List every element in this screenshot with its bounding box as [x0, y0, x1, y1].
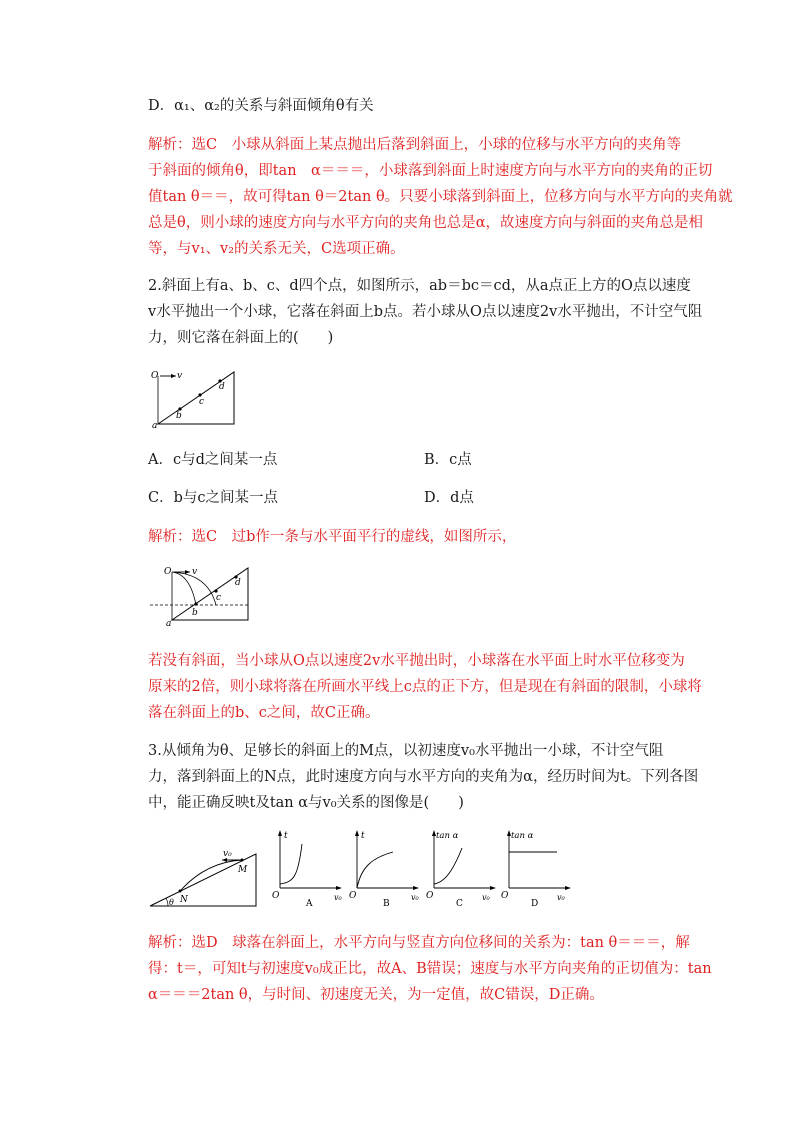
graph-c: [422, 828, 504, 910]
q2-solution-line-2: 若没有斜面，当小球从O点以速度2v水平抛出时，小球落在水平面上时水平位移变为: [148, 653, 685, 669]
q2-option-d: D．d点: [424, 490, 474, 506]
label-c: c: [199, 397, 205, 407]
q1-solution-line-4: 总是θ，则小球的速度方向与水平方向的夹角也总是α，故速度方向与斜面的夹角总是相: [148, 215, 704, 231]
label-o-2: O: [164, 567, 172, 577]
graph-b-origin: O: [349, 891, 357, 901]
q3-incline-figure: [146, 846, 262, 910]
graph-d-xlabel: v₀: [557, 893, 565, 902]
label-b: b: [176, 411, 182, 421]
q2-solution-figure: [150, 562, 256, 628]
q2-option-c: C．b与c之间某一点: [148, 490, 278, 506]
label-theta: θ: [169, 898, 174, 907]
q1-solution-line-3: 值tan θ＝＝，故可得tan θ＝2tan θ。只要小球落到斜面上，位移方向与水平方向的夹角就: [148, 189, 733, 205]
q2-stem-line-2: v水平抛出一个小球，它落在斜面上b点。若小球从O点以速度2v水平抛出，不计空气阻: [148, 304, 703, 320]
graph-d-origin: O: [501, 891, 509, 901]
q3-stem-line-2: 力，落到斜面上的N点，此时速度方向与水平方向的夹角为α，经历时间为t。下列各图: [148, 769, 699, 785]
graph-d-caption: D: [531, 899, 539, 909]
label-n: N: [180, 895, 188, 905]
graph-c-caption: C: [456, 899, 463, 909]
q2-option-b: B．c点: [424, 452, 472, 468]
graph-b-ylabel: t: [361, 831, 365, 841]
graph-d-ylabel: tan α: [511, 831, 534, 841]
label-b-2: b: [192, 608, 198, 618]
graph-a-ylabel: t: [284, 831, 288, 841]
label-a-2: a: [166, 619, 172, 628]
graph-a-origin: O: [272, 891, 280, 901]
graph-b-caption: B: [383, 899, 390, 909]
q1-solution-line-2: 于斜面的倾角θ，即tan α＝＝＝，小球落到斜面上时速度方向与水平方向的夹角的正切: [148, 163, 713, 179]
q2-solution-line-3: 原来的2倍，则小球将落在所画水平线上c点的正下方，但是现在有斜面的限制，小球将: [148, 679, 702, 695]
curve-b: [357, 852, 393, 888]
graph-b-xlabel: v₀: [411, 893, 419, 902]
graph-d: [497, 828, 579, 910]
label-o: O: [151, 371, 159, 381]
q3-solution-line-2: 得：t＝，可知t与初速度v₀成正比，故A、B错误；速度与水平方向夹角的正切值为：tan: [148, 961, 712, 977]
q3-solution-line-3: α＝＝＝2tan θ，与时间、初速度无关，为一定值，故C错误，D正确。: [148, 987, 604, 1003]
q1-solution-line-1: 解析：选C 小球从斜面上某点抛出后落到斜面上，小球的位移与水平方向的夹角等: [148, 137, 682, 153]
label-v-2: v: [192, 567, 198, 577]
graph-a-xlabel: v₀: [334, 893, 342, 902]
label-v: v: [177, 371, 183, 381]
q2-incline-figure: [150, 364, 242, 430]
label-d-2: d: [235, 578, 241, 588]
q1-option-d: D．α₁、α₂的关系与斜面倾角θ有关: [148, 98, 374, 114]
graph-c-origin: O: [426, 891, 434, 901]
q2-stem-line-3: 力，则它落在斜面上的( ): [148, 330, 334, 346]
graph-b: [345, 828, 427, 910]
label-m: M: [238, 865, 248, 875]
q2-stem-line-1: 2.斜面上有a、b、c、d四个点，如图所示，ab＝bc＝cd，从a点正上方的O点以速度: [148, 278, 691, 294]
q3-solution-line-1: 解析：选D 球落在斜面上，水平方向与竖直方向位移间的关系为：tan θ＝＝＝，解: [148, 935, 690, 951]
label-c-2: c: [216, 593, 222, 603]
graph-a: [268, 828, 350, 910]
q2-option-a: A．c与d之间某一点: [148, 452, 278, 468]
label-d: d: [219, 382, 225, 392]
curve-a: [280, 844, 302, 884]
q2-solution-intro: 解析：选C 过b作一条与水平面平行的虚线，如图所示，: [148, 529, 517, 545]
graph-a-caption: A: [306, 899, 313, 909]
q1-solution-line-5: 等，与v₁、v₂的关系无关，C选项正确。: [148, 241, 405, 257]
curve-c: [434, 848, 462, 884]
label-v0: v₀: [223, 849, 232, 859]
label-a: a: [152, 421, 158, 430]
graph-c-xlabel: v₀: [482, 893, 490, 902]
q3-stem-line-1: 3.从倾角为θ、足够长的斜面上的M点，以初速度v₀水平抛出一小球，不计空气阻: [148, 743, 664, 759]
q3-stem-line-3: 中，能正确反映t及tan α与v₀关系的图像是( ): [148, 795, 464, 811]
graph-c-ylabel: tan α: [436, 831, 459, 841]
q2-solution-line-4: 落在斜面上的b、c之间，故C正确。: [148, 705, 380, 721]
